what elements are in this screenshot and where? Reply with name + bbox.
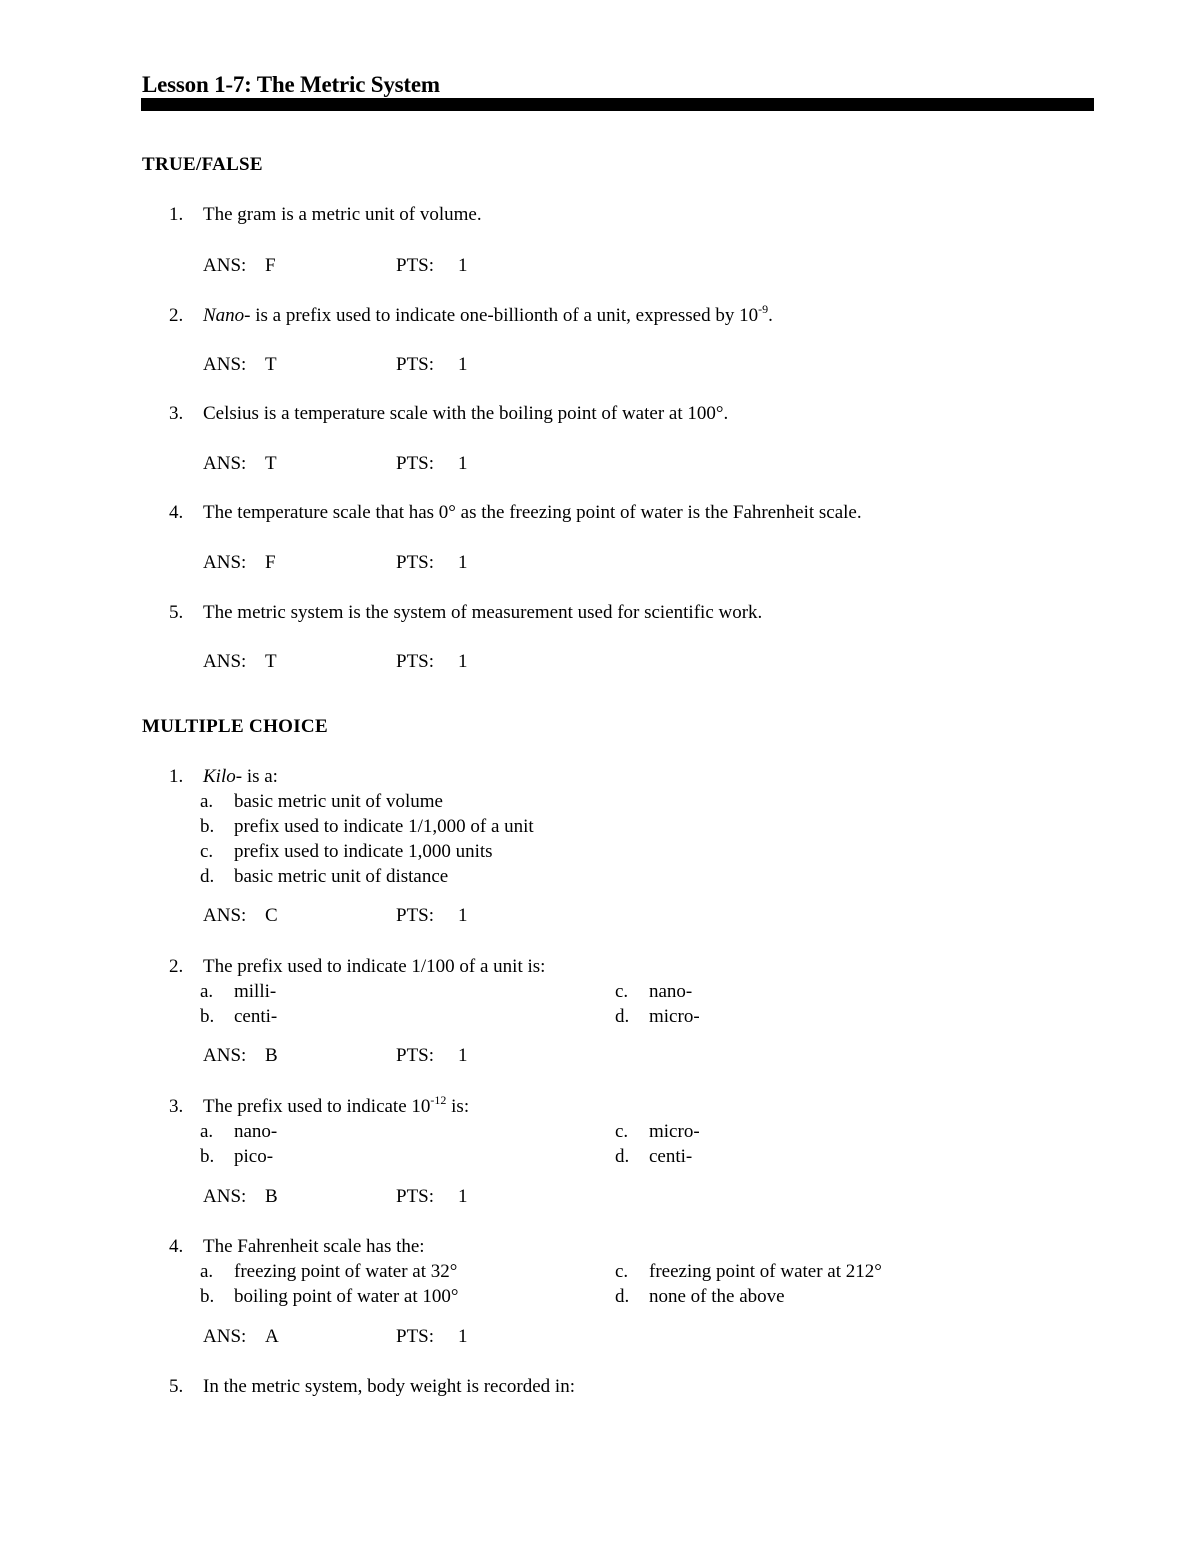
- option-text: nano-: [649, 981, 693, 1002]
- ans-label: ANS:: [203, 651, 247, 672]
- option-text: centi-: [649, 1146, 693, 1167]
- pts-value: 1: [458, 1326, 468, 1347]
- question-number: 1.: [169, 766, 184, 787]
- option-text: micro-: [649, 1121, 700, 1142]
- pts-value: 1: [458, 905, 468, 926]
- option-letter: d.: [615, 1146, 630, 1167]
- question-number: 4.: [169, 502, 184, 523]
- option-text: centi-: [234, 1006, 278, 1027]
- option-letter: a.: [200, 791, 214, 812]
- option-letter: c.: [615, 981, 629, 1002]
- pts-value: 1: [458, 354, 468, 375]
- pts-value: 1: [458, 651, 468, 672]
- option-text: pico-: [234, 1146, 274, 1167]
- option-text: basic metric unit of volume: [234, 791, 443, 812]
- pts-value: 1: [458, 552, 468, 573]
- option-letter: b.: [200, 1006, 215, 1027]
- question-text: [203, 1092, 470, 1118]
- question-number: 3.: [169, 1096, 184, 1117]
- option-text: boiling point of water at 100°: [234, 1286, 459, 1307]
- option-text: basic metric unit of distance: [234, 866, 449, 887]
- question-text: Celsius is a temperature scale with the boiling point of water at 100°.: [203, 403, 729, 424]
- pts-value: 1: [458, 1045, 468, 1066]
- option-letter: d.: [615, 1286, 630, 1307]
- ans-label: ANS:: [203, 1045, 247, 1066]
- option-text: freezing point of water at 212°: [649, 1261, 882, 1282]
- pts-label: PTS:: [396, 354, 435, 375]
- option-text: freezing point of water at 32°: [234, 1261, 458, 1282]
- option-letter: a.: [200, 1121, 214, 1142]
- question-tail: .: [768, 305, 773, 326]
- question-number: 5.: [169, 602, 184, 623]
- pts-label: PTS:: [396, 1326, 435, 1347]
- pts-value: 1: [458, 1186, 468, 1207]
- ans-value: F: [265, 255, 276, 276]
- question-text: [203, 301, 773, 327]
- question-number: 4.: [169, 1236, 184, 1257]
- pts-label: PTS:: [396, 905, 435, 926]
- question-text: [203, 766, 278, 788]
- option-letter: c.: [615, 1121, 629, 1142]
- option-letter: b.: [200, 816, 215, 837]
- question-body: is a:: [242, 766, 278, 787]
- option-text: prefix used to indicate 1/1,000 of a unit: [234, 816, 534, 837]
- ans-value: A: [265, 1326, 279, 1347]
- pts-label: PTS:: [396, 453, 435, 474]
- option-letter: a.: [200, 981, 214, 1002]
- question-text: The metric system is the system of measurement used for scientific work.: [203, 602, 763, 623]
- question-italic-term: Nano-: [203, 305, 251, 326]
- option-letter: a.: [200, 1261, 214, 1282]
- option-text: none of the above: [649, 1286, 785, 1307]
- question-italic-term: Kilo-: [203, 766, 243, 787]
- ans-label: ANS:: [203, 453, 247, 474]
- option-letter: d.: [615, 1006, 630, 1027]
- pts-value: 1: [458, 453, 468, 474]
- title-rule: [141, 98, 1094, 111]
- question-number: 2.: [169, 305, 184, 326]
- option-letter: b.: [200, 1286, 215, 1307]
- section-heading-true-false: TRUE/FALSE: [142, 154, 263, 175]
- question-number: 1.: [169, 204, 184, 225]
- ans-label: ANS:: [203, 905, 247, 926]
- page-title: Lesson 1-7: The Metric System: [142, 72, 440, 97]
- option-text: nano-: [234, 1121, 278, 1142]
- question-body: The prefix used to indicate 10: [203, 1096, 431, 1117]
- ans-label: ANS:: [203, 1186, 247, 1207]
- option-text: milli-: [234, 981, 277, 1002]
- ans-value: B: [265, 1045, 278, 1066]
- option-letter: c.: [200, 841, 214, 862]
- question-tail: is:: [446, 1096, 470, 1117]
- pts-label: PTS:: [396, 1186, 435, 1207]
- pts-label: PTS:: [396, 1045, 435, 1066]
- ans-value: C: [265, 905, 278, 926]
- question-text: The Fahrenheit scale has the:: [203, 1236, 425, 1257]
- ans-label: ANS:: [203, 1326, 247, 1347]
- ans-label: ANS:: [203, 354, 247, 375]
- question-body: is a prefix used to indicate one-billionth of a unit, expressed by 10: [250, 305, 759, 326]
- question-number: 2.: [169, 956, 184, 977]
- option-letter: c.: [615, 1261, 629, 1282]
- question-text: The prefix used to indicate 1/100 of a unit is:: [203, 956, 546, 977]
- ans-value: F: [265, 552, 276, 573]
- ans-value: B: [265, 1186, 278, 1207]
- question-number: 3.: [169, 403, 184, 424]
- pts-value: 1: [458, 255, 468, 276]
- question-number: 5.: [169, 1376, 184, 1397]
- question-exponent: -9: [758, 301, 769, 316]
- option-text: micro-: [649, 1006, 700, 1027]
- pts-label: PTS:: [396, 552, 435, 573]
- ans-label: ANS:: [203, 552, 247, 573]
- ans-value: T: [265, 651, 277, 672]
- option-letter: b.: [200, 1146, 215, 1167]
- question-text: The temperature scale that has 0° as the freezing point of water is the Fahrenheit scale.: [203, 502, 862, 523]
- section-heading-multiple-choice: MULTIPLE CHOICE: [142, 716, 328, 737]
- question-text: In the metric system, body weight is recorded in:: [203, 1376, 575, 1397]
- question-text: The gram is a metric unit of volume.: [203, 204, 482, 225]
- ans-value: T: [265, 453, 277, 474]
- pts-label: PTS:: [396, 255, 435, 276]
- question-exponent: -12: [430, 1092, 447, 1107]
- option-text: prefix used to indicate 1,000 units: [234, 841, 493, 862]
- option-letter: d.: [200, 866, 215, 887]
- ans-label: ANS:: [203, 255, 247, 276]
- ans-value: T: [265, 354, 277, 375]
- pts-label: PTS:: [396, 651, 435, 672]
